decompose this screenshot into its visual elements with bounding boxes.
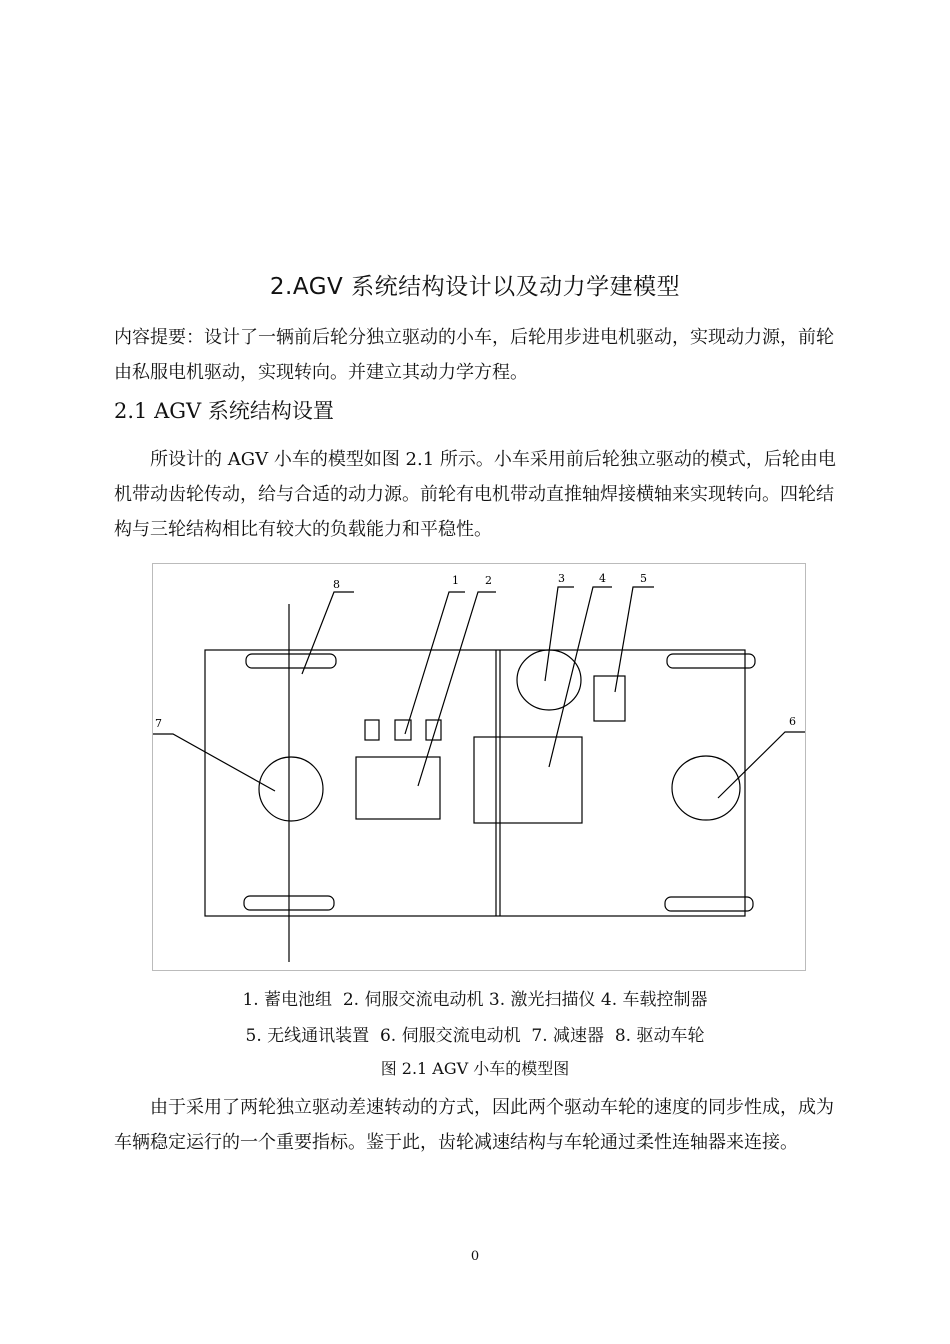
- leader-line-7: [153, 734, 275, 791]
- wheel-top-left: [246, 654, 336, 668]
- battery-cell-1: [365, 720, 379, 740]
- scanner-circle: [517, 650, 581, 710]
- diagram-label-2: 2: [485, 574, 492, 587]
- controller-box: [474, 737, 582, 823]
- reducer-circle: [259, 757, 323, 821]
- diagram-label-8: 8: [333, 578, 340, 591]
- figure-caption: 图 2.1 AGV 小车的模型图: [380, 1059, 570, 1078]
- agv-model-diagram: [152, 563, 806, 971]
- motor-circle-right: [672, 756, 740, 820]
- diagram-label-1: 1: [452, 574, 459, 587]
- chapter-title: 2.AGV 系统结构设计以及动力学建模型: [269, 274, 681, 300]
- section-heading: 2.1 AGV 系统结构设置: [114, 399, 334, 423]
- diagram-label-5: 5: [640, 572, 647, 585]
- legend-line-2: 5. 无线通讯装置 6. 伺服交流电动机 7. 减速器 8. 驱动车轮: [245, 1026, 705, 1046]
- leader-line-3: [545, 587, 574, 681]
- wheel-bottom-right: [665, 897, 753, 911]
- body-paragraph-1: 所设计的 AGV 小车的模型如图 2.1 所示。小车采用前后轮独立驱动的模式，后轮由电机带动齿轮传动，给与合适的动力源。前轮有电机带动直推轴焊接横轴来实现转向。四轮结构与三轮结构相比有较大的负载能力和平稳性。: [114, 449, 836, 540]
- diagram-label-6: 6: [789, 715, 796, 728]
- wheel-top-right: [667, 654, 755, 668]
- page-number: 0: [470, 1249, 480, 1264]
- leader-line-8: [302, 592, 354, 674]
- chassis-outline: [205, 650, 745, 916]
- legend-line-1: 1. 蓄电池组 2. 伺服交流电动机 3. 激光扫描仪 4. 车载控制器: [242, 990, 708, 1010]
- leader-line-6: [718, 732, 805, 798]
- agv-diagram-svg: [153, 564, 805, 970]
- diagram-label-4: 4: [599, 572, 606, 585]
- wireless-module-box: [594, 676, 625, 721]
- body-paragraph-2: 由于采用了两轮独立驱动差速转动的方式，因此两个驱动车轮的速度的同步性成，成为车辆稳定运行的一个重要指标。鉴于此，齿轮减速结构与车轮通过柔性连轴器来连接。: [114, 1097, 834, 1153]
- diagram-label-7: 7: [155, 717, 162, 730]
- diagram-label-3: 3: [558, 572, 565, 585]
- servo-motor-box: [356, 757, 440, 819]
- summary-paragraph: 内容提要：设计了一辆前后轮分独立驱动的小车，后轮用步进电机驱动，实现动力源，前轮由私服电机驱动，实现转向。并建立其动力学方程。: [114, 327, 834, 383]
